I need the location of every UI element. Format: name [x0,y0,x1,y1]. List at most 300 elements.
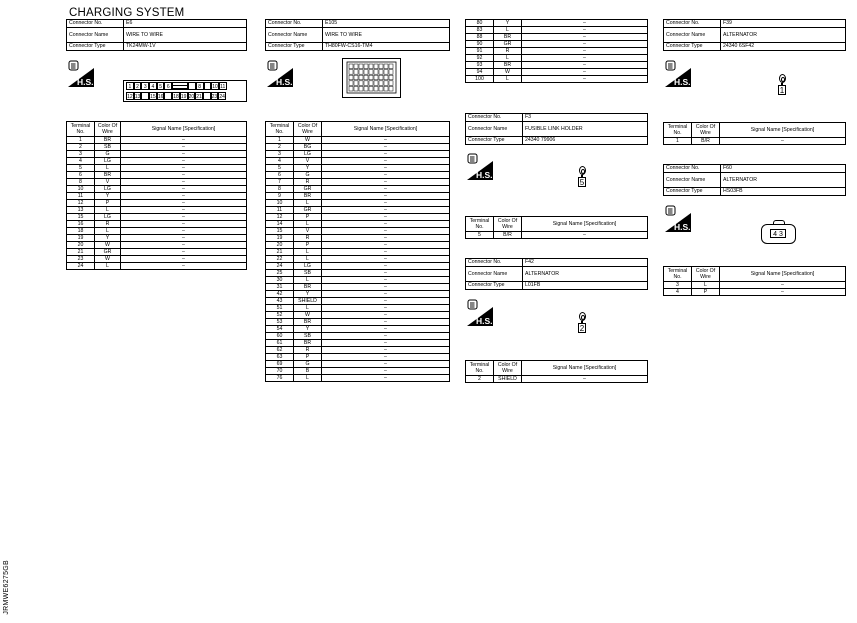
signal-name-cell: – [522,41,648,48]
hs-label: H.S. [77,77,94,87]
color-header: Color Of Wire [692,123,720,138]
table-row [664,289,846,296]
wire-color-cell: SHIELD [294,298,322,305]
signal-name-cell: – [720,138,846,145]
terminal-no-cell: 30 [266,277,294,284]
terminal-no-cell: 100 [466,76,494,83]
label: Connector Type [266,43,323,51]
terminal-no-cell: 7 [266,179,294,186]
table-row [466,27,648,34]
signal-name-cell: – [322,270,450,277]
signal-name-cell: – [322,242,450,249]
signal-name-cell: – [522,76,648,83]
terminal-no-header: Terminal No. [664,267,692,282]
table-row [266,333,450,340]
terminal-no-cell: 61 [266,340,294,347]
terminal-no-cell: 42 [266,291,294,298]
f39-pin-table [663,122,846,145]
table-row [266,326,450,333]
table-row [67,165,247,172]
connector-pin-cell [203,92,211,100]
signal-name-cell: – [322,235,450,242]
terminal-no-cell: 20 [266,242,294,249]
wire-color-cell: P [294,242,322,249]
connector-pin-cell [141,92,149,100]
table-row [266,375,450,382]
wire-color-cell: L [494,76,522,83]
table-row [67,179,247,186]
terminal-no-cell: 94 [466,69,494,76]
table-row [266,256,450,263]
signal-name-cell: – [322,277,450,284]
f42-connector-name: ALTERNATOR [523,267,648,282]
label: Connector Type [664,43,721,51]
label: Connector No. [266,20,323,28]
terminal-no-cell: 43 [266,298,294,305]
signal-name-cell: – [322,347,450,354]
connector-pin-cell: 23 [211,94,218,100]
e105-connector-face-icon [342,58,401,98]
wire-color-cell: SB [95,144,121,151]
e105-pin-table-continued [465,19,648,83]
f3-terminal-number: 5 [579,178,585,187]
f3-connector-no: F3 [523,114,648,122]
table-row [266,263,450,270]
signal-name-cell: – [322,312,450,319]
terminal-no-cell: 10 [67,186,95,193]
signal-name-cell: – [121,172,247,179]
table-row [67,193,247,200]
table-row [266,207,450,214]
label: Connector No. [466,114,523,122]
terminal-no-cell: 70 [266,368,294,375]
wire-color-cell: B/R [494,232,522,239]
table-row [266,305,450,312]
connector-pin-cell: 18 [173,94,179,100]
terminal-no-cell: 16 [67,221,95,228]
f39-header [663,19,846,51]
signal-header: Signal Name [Specification] [322,122,450,137]
f3-header [465,113,648,145]
wire-color-cell: SB [294,270,322,277]
table-row [664,282,846,289]
label: Connector Type [67,43,124,51]
f3-connector-type: 24340 79906 [523,137,648,145]
label: Connector No. [664,20,721,28]
e6-connector-bottom-row [126,92,226,100]
table-row [266,270,450,277]
wire-color-cell: BR [294,284,322,291]
wire-color-cell: Y [294,326,322,333]
hs-label: H.S. [476,316,493,326]
signal-name-cell: – [522,376,648,383]
terminal-no-cell: 1 [266,137,294,144]
f3-pin-table [465,216,648,239]
signal-header: Signal Name [Specification] [720,267,846,282]
table-row [266,186,450,193]
signal-name-cell: – [522,48,648,55]
wire-color-cell: Y [494,20,522,27]
f60-connector-no: F60 [721,165,846,173]
terminal-no-cell: 24 [266,263,294,270]
table-row [266,235,450,242]
connector-pin-cell: 4 [149,82,157,90]
e105-header [265,19,450,51]
terminal-no-cell: 10 [266,200,294,207]
hs-label: H.S. [674,77,691,87]
f42-connector-no: F42 [523,259,648,267]
signal-name-cell: – [322,333,450,340]
terminal-no-cell: 9 [266,193,294,200]
connector-pin-cell: 1 [126,82,134,90]
table-row [466,376,648,383]
table-row [266,340,450,347]
signal-name-cell: – [322,368,450,375]
terminal-no-cell: 31 [266,284,294,291]
wire-color-cell: L [95,228,121,235]
wire-color-cell: R [494,48,522,55]
drawing-code: JRMWE6275GB [3,560,10,615]
f3-connector-name: FUSIBLE LINK HOLDER [523,122,648,137]
wire-color-cell: V [95,179,121,186]
table-row [466,20,648,27]
signal-name-cell: – [121,179,247,186]
signal-name-cell: – [322,186,450,193]
f60-connector-type: HS03FB [721,188,846,196]
e105-connector-no: E105 [323,20,450,28]
signal-name-cell: – [322,137,450,144]
label: Connector No. [67,20,124,28]
table-row [67,235,247,242]
wire-color-cell: GR [294,186,322,193]
connector-pin-cell: 11 [220,84,226,90]
wire-color-cell: P [294,354,322,361]
terminal-no-cell: 1 [664,138,692,145]
terminal-no-cell: 13 [67,207,95,214]
label: Connector Name [67,28,124,43]
wire-color-cell: G [294,172,322,179]
wire-color-cell: BG [294,144,322,151]
signal-header: Signal Name [Specification] [720,123,846,138]
wire-color-cell: R [294,235,322,242]
signal-name-cell: – [322,340,450,347]
signal-name-cell: – [322,319,450,326]
wire-color-cell: W [95,242,121,249]
terminal-no-cell: 51 [266,305,294,312]
terminal-no-cell: 2 [67,144,95,151]
f39-connector-type: 24340 6SF42 [721,43,846,51]
hs-badge-icon [467,153,498,180]
wire-color-cell: GR [294,207,322,214]
terminal-no-cell: 21 [266,249,294,256]
signal-name-cell: – [322,151,450,158]
f39-terminal-icon [775,74,789,95]
hs-label: H.S. [674,222,691,232]
terminal-no-cell: 21 [67,249,95,256]
signal-name-cell: – [121,200,247,207]
table-row [67,151,247,158]
table-row [266,228,450,235]
terminal-no-cell: 1 [67,137,95,144]
f60-connector-face-icon [761,224,796,244]
terminal-no-header: Terminal No. [466,361,494,376]
table-row [466,41,648,48]
table-row [266,312,450,319]
hs-badge-icon [68,60,99,87]
color-header: Color Of Wire [692,267,720,282]
label: Connector Name [664,173,721,188]
wire-color-cell: L [95,263,121,270]
wire-color-cell: P [294,214,322,221]
terminal-no-cell: 6 [266,172,294,179]
signal-name-cell: – [121,214,247,221]
table-row [67,263,247,270]
terminal-no-cell: 53 [266,319,294,326]
signal-name-cell: – [121,256,247,263]
signal-name-cell: – [522,27,648,34]
table-row [67,242,247,249]
color-header: Color Of Wire [494,217,522,232]
terminal-no-cell: 91 [466,48,494,55]
wire-color-cell: P [95,200,121,207]
wire-color-cell: GR [494,41,522,48]
terminal-no-cell: 11 [266,207,294,214]
table-row [266,298,450,305]
wire-color-cell: L [494,55,522,62]
wire-color-cell: BR [95,137,121,144]
e6-connector-face-icon [123,80,247,102]
wire-color-cell: L [95,165,121,172]
connector-pin-cell: 10 [212,84,218,90]
f60-pin-table [663,266,846,296]
signal-header: Signal Name [Specification] [121,122,247,137]
terminal-no-cell: 19 [67,235,95,242]
terminal-no-cell: 2 [266,144,294,151]
label: Connector Type [466,282,523,290]
terminal-no-cell: 3 [266,151,294,158]
wire-color-cell: W [494,69,522,76]
color-header: Color Of Wire [294,122,322,137]
connector-pin-cell: 24 [219,94,225,100]
terminal-no-cell: 4 [266,158,294,165]
wire-color-cell: W [95,256,121,263]
f42-terminal-number: 2 [579,324,585,333]
connector-pin-cell [188,82,196,90]
table-row [67,249,247,256]
table-row [266,291,450,298]
label: Connector Type [466,137,523,145]
page-title: CHARGING SYSTEM [69,7,185,19]
wire-color-cell: R [95,221,121,228]
connector-pin-cell: 15 [150,94,156,100]
wire-color-cell: L [692,282,720,289]
terminal-no-cell: 90 [466,41,494,48]
e6-pin-table [66,121,247,270]
terminal-no-cell: 4 [67,158,95,165]
wire-color-cell: BR [294,340,322,347]
wire-color-cell: Y [294,165,322,172]
f42-terminal-icon [575,312,589,333]
signal-name-cell: – [121,221,247,228]
terminal-no-cell: 93 [466,62,494,69]
table-row [466,62,648,69]
signal-name-cell: – [121,228,247,235]
f39-terminal-number: 1 [779,86,785,95]
table-row [266,361,450,368]
table-row [67,200,247,207]
terminal-no-cell: 63 [266,354,294,361]
terminal-no-cell: 52 [266,312,294,319]
terminal-no-cell: 92 [466,55,494,62]
hs-badge-icon [665,60,696,87]
color-header: Color Of Wire [494,361,522,376]
signal-name-cell: – [322,172,450,179]
wire-color-cell: V [294,228,322,235]
signal-name-cell: – [522,55,648,62]
f60-terminal-numbers: 4 3 [770,229,786,238]
wire-color-cell: B/R [692,138,720,145]
signal-name-cell: – [322,305,450,312]
table-row [266,165,450,172]
wire-color-cell: GR [95,249,121,256]
connector-pin-cell: 12 [127,94,133,100]
label: Connector Name [466,122,523,137]
signal-name-cell: – [322,158,450,165]
wire-color-cell: L [294,375,322,382]
table-row [466,69,648,76]
label: Connector Name [266,28,323,43]
table-row [266,144,450,151]
terminal-no-header: Terminal No. [67,122,95,137]
wire-color-cell: R [294,347,322,354]
wire-color-cell: BR [494,62,522,69]
signal-name-cell: – [322,375,450,382]
wire-color-cell: G [95,151,121,158]
table-row [466,55,648,62]
f42-header [465,258,648,290]
signal-name-cell: – [322,221,450,228]
signal-header: Signal Name [Specification] [522,361,648,376]
table-row [664,138,846,145]
label: Connector No. [664,165,721,173]
table-row [67,186,247,193]
terminal-no-cell: 54 [266,326,294,333]
table-row [266,249,450,256]
wire-color-cell: R [294,179,322,186]
signal-name-cell: – [322,263,450,270]
terminal-no-header: Terminal No. [266,122,294,137]
signal-name-cell: – [322,200,450,207]
table-row [67,214,247,221]
signal-name-cell: – [720,289,846,296]
terminal-no-cell: 83 [466,27,494,34]
wire-color-cell: L [294,256,322,263]
terminal-no-cell: 3 [67,151,95,158]
wire-color-cell: L [494,27,522,34]
table-row [67,256,247,263]
wire-color-cell: G [294,361,322,368]
table-row [67,228,247,235]
terminal-no-cell: 22 [266,256,294,263]
wire-color-cell: Y [95,193,121,200]
table-row [266,284,450,291]
connector-pin-cell: 16 [157,94,164,100]
wire-color-cell: BR [294,319,322,326]
table-row [266,221,450,228]
signal-header: Signal Name [Specification] [522,217,648,232]
wire-color-cell: L [294,305,322,312]
connector-pin-cell: 21 [196,94,202,100]
label: Connector Name [466,267,523,282]
terminal-no-cell: 20 [67,242,95,249]
terminal-no-cell: 18 [67,228,95,235]
signal-name-cell: – [322,249,450,256]
hs-badge-icon [467,299,498,326]
hs-label: H.S. [276,77,293,87]
signal-name-cell: – [121,235,247,242]
signal-name-cell: – [322,228,450,235]
signal-name-cell: – [322,214,450,221]
terminal-no-cell: 8 [266,186,294,193]
label: Connector Type [664,188,721,196]
table-row [466,34,648,41]
signal-name-cell: – [322,165,450,172]
connector-pin-cell: 3 [141,82,149,90]
connector-pin-cell: 19 [180,94,187,100]
wire-color-cell: L [294,221,322,228]
table-row [466,48,648,55]
terminal-no-cell: 62 [266,347,294,354]
table-row [266,137,450,144]
table-row [266,179,450,186]
signal-name-cell: – [121,263,247,270]
terminal-no-cell: 3 [664,282,692,289]
terminal-no-cell: 5 [67,165,95,172]
signal-name-cell: – [322,326,450,333]
e105-connector-type: TH80FW-CS16-TM4 [323,43,450,51]
terminal-no-cell: 11 [67,193,95,200]
terminal-no-cell: 80 [466,20,494,27]
e105-pin-table [265,121,450,382]
hs-badge-icon [665,205,696,232]
signal-name-cell: – [121,158,247,165]
label: Connector No. [466,259,523,267]
signal-name-cell: – [121,242,247,249]
e6-header [66,19,247,51]
f39-connector-name: ALTERNATOR [721,28,846,43]
signal-name-cell: – [121,137,247,144]
signal-name-cell: – [322,207,450,214]
label: Connector Name [664,28,721,43]
table-row [266,158,450,165]
signal-name-cell: – [322,193,450,200]
connector-pin-cell: 6 [164,82,172,90]
table-row [266,347,450,354]
table-row [266,172,450,179]
signal-name-cell: – [121,165,247,172]
wire-color-cell: W [294,137,322,144]
terminal-no-cell: 60 [266,333,294,340]
signal-name-cell: – [322,284,450,291]
table-row [67,221,247,228]
color-header: Color Of Wire [95,122,121,137]
wire-color-cell: BR [95,172,121,179]
signal-name-cell: – [322,298,450,305]
wire-color-cell: W [294,312,322,319]
terminal-no-cell: 25 [266,270,294,277]
e6-connector-type: TK24MW-1V [124,43,247,51]
wire-color-cell: SB [294,333,322,340]
